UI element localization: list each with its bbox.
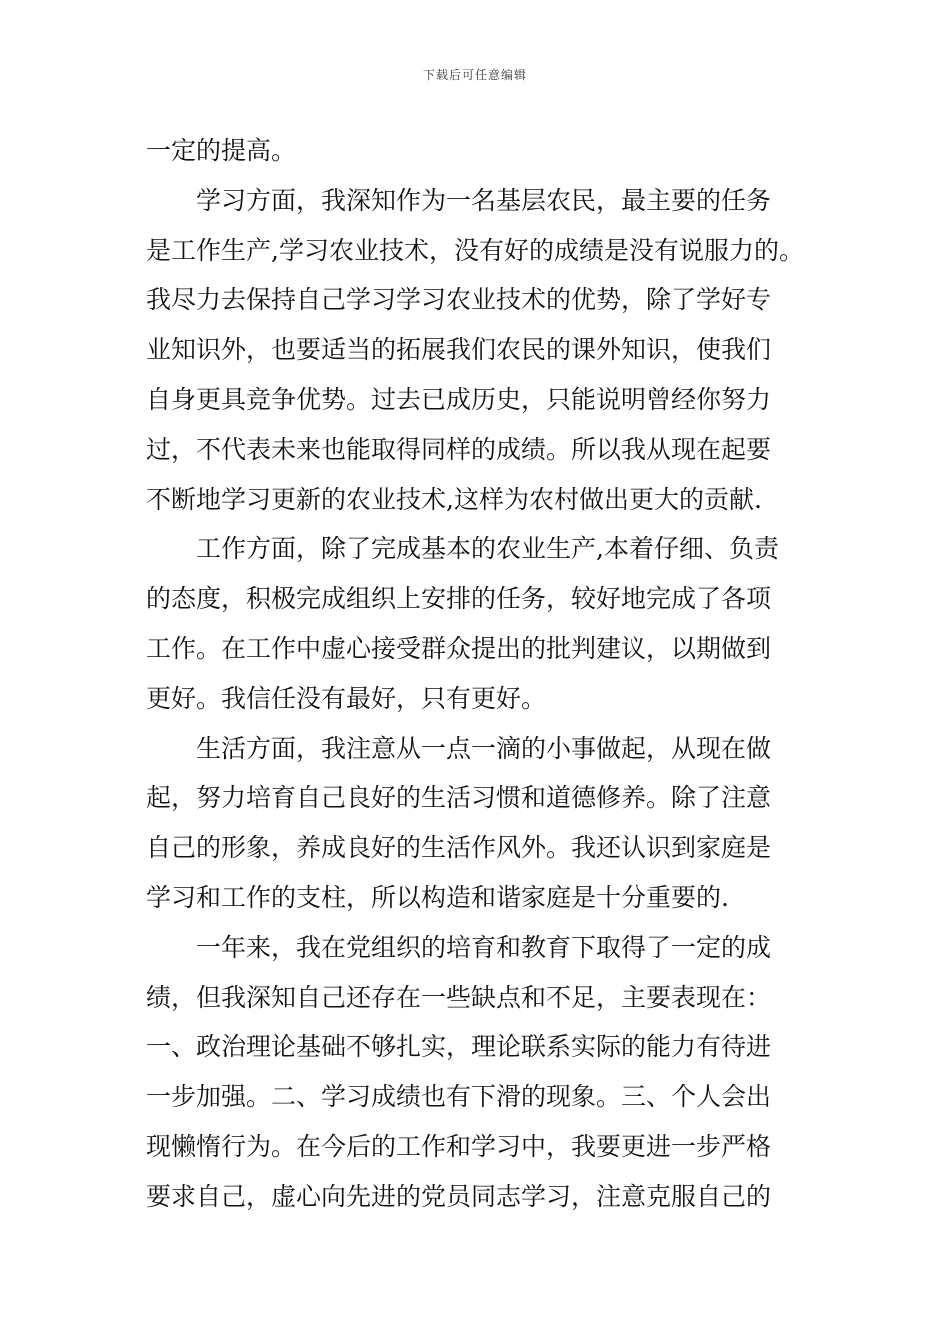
body-line: 工作。在工作中虚心接受群众提出的批判建议，以期做到 [146,633,772,663]
body-line: 自己的形象，养成良好的生活作风外。我还认识到家庭是 [146,833,772,863]
body-line: 的态度，积极完成组织上安排的任务，较好地完成了各项 [146,584,772,614]
body-line: 绩，但我深知自己还存在一些缺点和不足，主要表现在： [146,982,772,1012]
body-line: 过，不代表未来也能取得同样的成绩。所以我从现在起要 [146,434,772,464]
page-header: 下载后可任意编辑 [422,68,527,82]
body-line: 业知识外，也要适当的拓展我们农民的课外知识，使我们 [146,335,772,365]
body-line: 一年来，我在党组织的培育和教育下取得了一定的成 [196,932,772,962]
body-line: 学习方面，我深知作为一名基层农民，最主要的任务 [196,185,772,215]
body-line: 工作方面，除了完成基本的农业生产,本着仔细、负责 [196,534,779,564]
body-line: 一步加强。二、学习成绩也有下滑的现象。三、个人会出 [146,1082,772,1112]
body-line: 自身更具竞争优势。过去已成历史，只能说明曾经你努力 [146,384,772,414]
body-line: 我尽力去保持自己学习学习农业技术的优势，除了学好专 [146,285,772,315]
body-line: 现懒惰行为。在今后的工作和学习中，我要更进一步严格 [146,1131,772,1161]
body-line: 不断地学习更新的农业技术,这样为农村做出更大的贡献. [146,484,762,514]
body-line: 学习和工作的支柱，所以构造和谐家庭是十分重要的. [146,882,729,912]
body-line: 是工作生产,学习农业技术，没有好的成绩是没有说服力的。 [146,235,804,265]
body-line: 一、政治理论基础不够扎实，理论联系实际的能力有待进 [146,1032,772,1062]
body-line: 一定的提高。 [146,136,297,165]
body-line: 更好。我信任没有最好，只有更好。 [146,683,547,713]
document-body [146,126,814,1222]
body-line: 起，努力培育自己良好的生活习惯和道德修养。除了注意 [146,783,772,813]
body-line: 生活方面，我注意从一点一滴的小事做起，从现在做 [196,733,772,763]
body-line: 要求自己，虚心向先进的党员同志学习，注意克服自己的 [146,1181,772,1211]
